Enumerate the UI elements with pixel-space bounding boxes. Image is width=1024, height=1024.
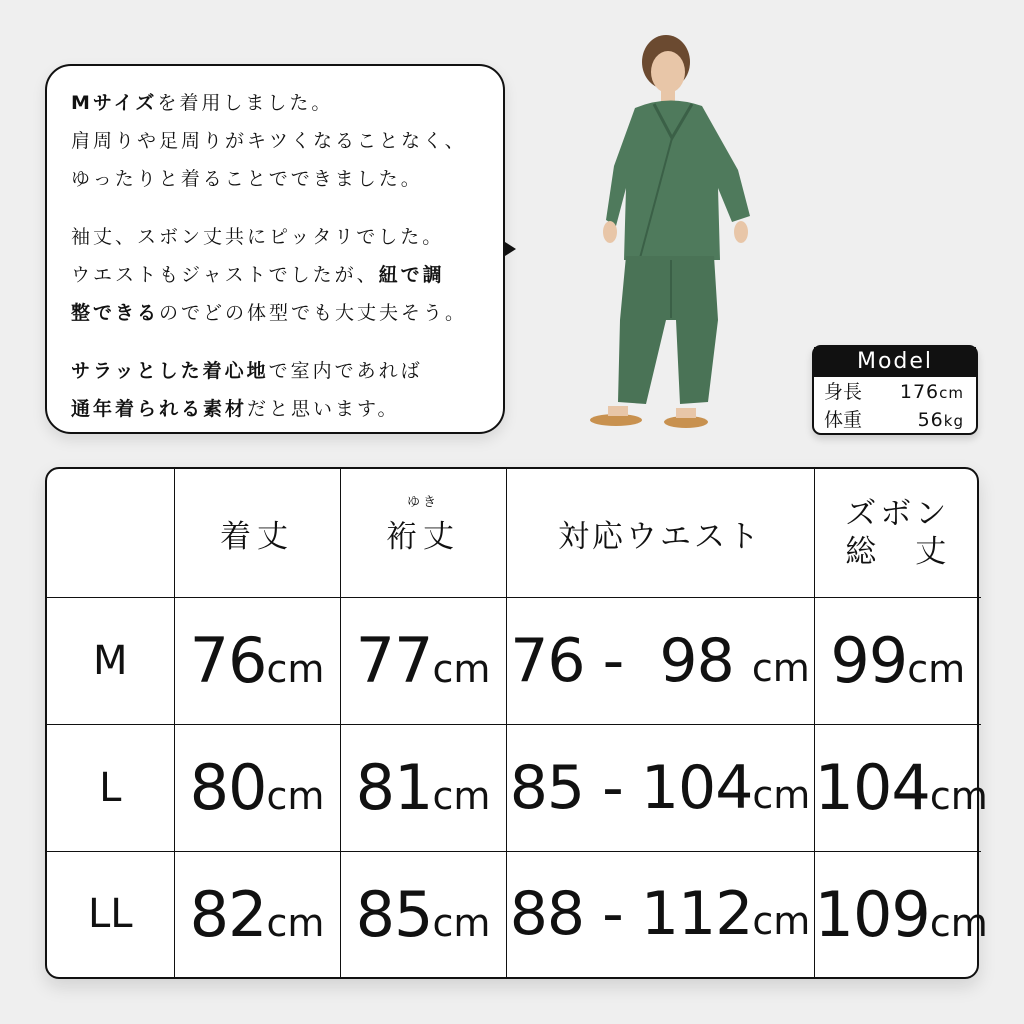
review-text: 袖丈、スボン丈共にピッタリでした。 <box>71 226 445 248</box>
bubble-pointer <box>505 242 516 256</box>
review-text: 整できる <box>71 302 160 324</box>
unit-label: cm <box>907 647 966 692</box>
unit-label: cm <box>266 774 325 819</box>
header-pants-line1: ズボン <box>845 496 951 532</box>
model-weight-row <box>814 405 976 433</box>
pants-value <box>814 598 981 725</box>
pants-number: 104 <box>814 751 930 825</box>
model-weight-value <box>918 405 964 433</box>
sleeve-number: 85 <box>355 877 433 951</box>
sleeve-number: 81 <box>355 751 433 825</box>
unit-label: cm <box>432 774 491 819</box>
size-label: L <box>47 724 174 851</box>
review-paragraph-2 <box>71 218 503 332</box>
unit-label: cm <box>752 899 811 944</box>
model-height-label: 身長 <box>824 381 863 403</box>
size-chart-table <box>45 467 988 979</box>
model-height-value <box>900 377 964 405</box>
length-value <box>174 724 340 851</box>
review-text: 紐で調 <box>378 264 445 286</box>
sleeve-value <box>340 724 506 851</box>
waist-range: 88 - 112 <box>509 879 753 950</box>
header-pants-length <box>814 469 981 598</box>
model-title: Model <box>814 347 976 377</box>
header-pants-line2 <box>845 533 950 571</box>
header-sleeve-label: 裄丈 <box>386 518 460 555</box>
header-waist: 対応ウエスト <box>506 469 814 598</box>
review-text: のでどの体型でも大丈夫そう。 <box>159 302 468 324</box>
unit-label: cm <box>751 645 810 690</box>
header-pants-wrap <box>845 495 950 571</box>
table-row <box>47 724 981 851</box>
review-paragraph-1 <box>71 84 503 198</box>
length-number: 76 <box>189 624 267 698</box>
unit-label: cm <box>266 647 325 692</box>
waist-value <box>506 724 814 851</box>
header-sleeve <box>340 469 506 598</box>
header-size-cell <box>47 469 174 598</box>
model-weight-label: 体重 <box>824 409 863 431</box>
sleeve-value <box>340 851 506 977</box>
header-sleeve-ruby: ゆき <box>406 494 439 510</box>
model-height-row <box>814 377 976 405</box>
pants-number: 99 <box>830 624 908 698</box>
pants-value <box>814 724 988 851</box>
review-text: で室内であれば <box>268 360 423 382</box>
review-text: を着用しました。 <box>157 92 334 114</box>
unit-label: cm <box>266 900 325 945</box>
unit-label: cm <box>432 647 491 692</box>
review-text: ゆったりと着ることでできました。 <box>71 168 423 190</box>
header-length: 着丈 <box>174 469 340 598</box>
review-text: サラッとした着心地 <box>71 360 269 382</box>
waist-value <box>506 598 814 725</box>
unit-label: cm <box>929 774 988 819</box>
pants-value <box>814 851 988 977</box>
unit-label: cm <box>752 772 811 817</box>
pants-number: 109 <box>814 877 930 951</box>
size-label: M <box>47 598 174 725</box>
review-text: Mサイズ <box>71 92 158 114</box>
waist-range: 76 - 98 <box>510 625 752 696</box>
review-text: だと思います。 <box>247 398 400 420</box>
review-paragraph-3 <box>71 352 503 428</box>
header-pants-line2a: 総 <box>845 534 881 570</box>
unit-label: cm <box>432 900 491 945</box>
model-weight-number: 56 <box>917 409 944 431</box>
table-row <box>47 598 981 725</box>
review-bubble <box>45 64 505 434</box>
model-height-unit: cm <box>939 384 964 402</box>
table-row <box>47 851 981 977</box>
review-text: ウエストもジャストでしたが、 <box>71 264 379 286</box>
length-value <box>174 851 340 977</box>
header-sleeve-wrap <box>386 494 460 556</box>
table-header-row <box>47 469 981 598</box>
header-pants-line2b: 丈 <box>915 534 951 570</box>
review-text: 肩周りや足周りがキツくなることなく、 <box>71 130 467 152</box>
waist-value <box>506 851 814 977</box>
length-number: 80 <box>189 751 267 825</box>
sleeve-value <box>340 598 506 725</box>
length-value <box>174 598 340 725</box>
review-text: 通年着られる素材 <box>71 398 248 420</box>
model-info-badge <box>812 345 978 435</box>
model-weight-unit: kg <box>943 412 964 430</box>
model-height-number: 176 <box>899 381 940 403</box>
waist-range: 85 - 104 <box>509 752 753 823</box>
size-label: LL <box>47 851 174 977</box>
model-photo <box>580 20 780 435</box>
sleeve-number: 77 <box>355 624 433 698</box>
unit-label: cm <box>929 900 988 945</box>
length-number: 82 <box>189 877 267 951</box>
